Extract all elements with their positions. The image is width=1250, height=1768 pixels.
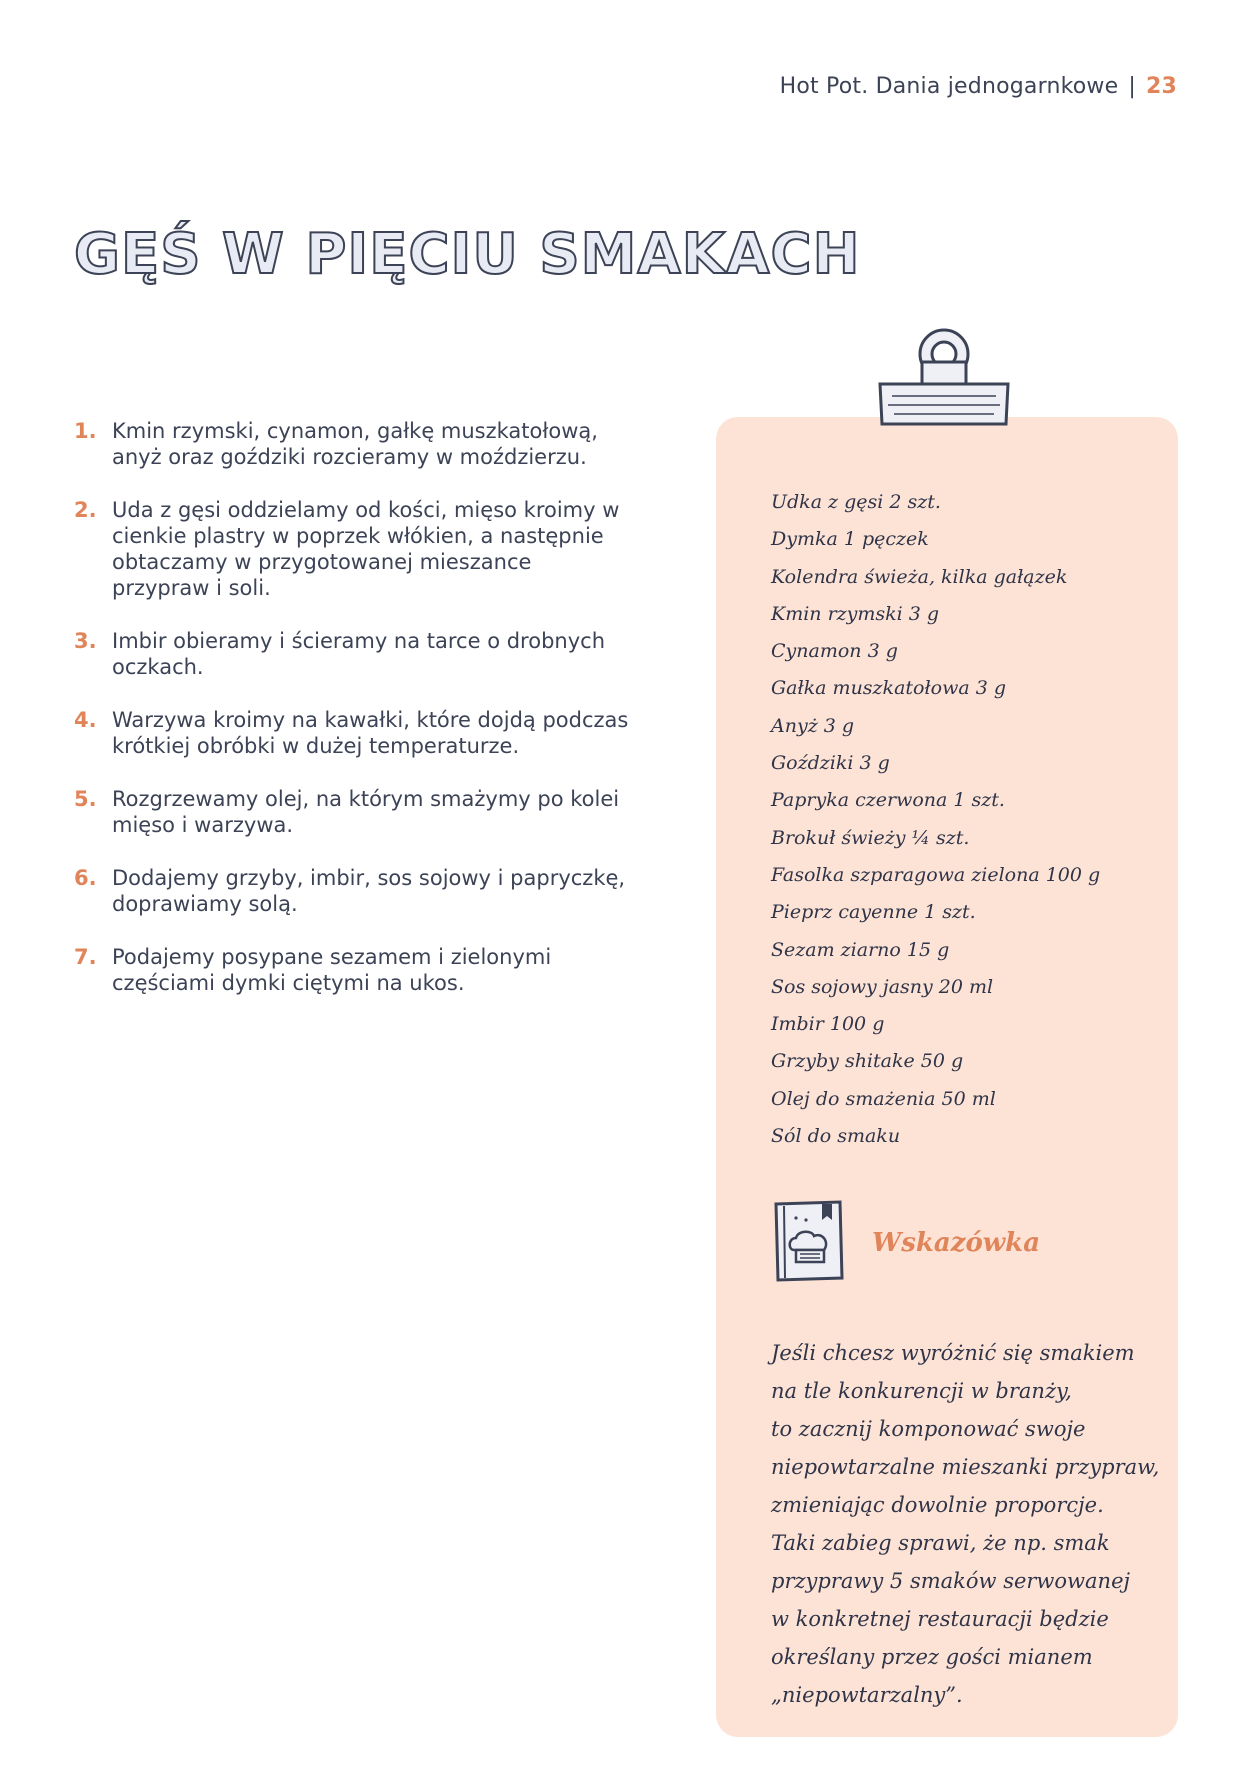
ingredient-item: Sos sojowy jasny 20 ml bbox=[771, 975, 994, 998]
tip-line: „niepowtarzalny”. bbox=[771, 1683, 963, 1707]
step-item bbox=[74, 944, 634, 996]
tip-line: na tle konkurencji w branży, bbox=[771, 1379, 1072, 1403]
ingredient-item: Brokuł świeży ¼ szt. bbox=[771, 826, 970, 849]
ingredient-item: Sezam ziarno 15 g bbox=[771, 938, 950, 961]
ingredient-item: Anyż 3 g bbox=[771, 714, 855, 737]
ingredient-item: Imbir 100 g bbox=[771, 1013, 885, 1036]
ingredient-item: Fasolka szparagowa zielona 100 g bbox=[771, 863, 1101, 886]
step-text: Uda z gęsi oddzielamy od kości, mięso kroimy w cienkie plastry w poprzek włókien, a następnie obtaczamy w przygotowanej mieszance przypraw i soli. bbox=[112, 498, 620, 600]
tip-line: w konkretnej restauracji będzie bbox=[771, 1607, 1109, 1631]
step-number: 6. bbox=[74, 866, 97, 890]
ingredient-item: Olej do smażenia 50 ml bbox=[771, 1087, 996, 1110]
ingredient-item: Sól do smaku bbox=[771, 1125, 901, 1148]
tip-line: określany przez gości mianem bbox=[771, 1645, 1093, 1669]
ingredient-item: Cynamon 3 g bbox=[771, 640, 898, 663]
tip-line: przyprawy 5 smaków serwowanej bbox=[771, 1569, 1131, 1593]
ingredient-item: Grzyby shitake 50 g bbox=[771, 1050, 964, 1073]
ingredient-item: Goździki 3 g bbox=[771, 752, 890, 775]
step-text: Podajemy posypane sezamem i zielonymi częściami dymki ciętymi na ukos. bbox=[112, 945, 552, 995]
page-number: 23 bbox=[1145, 74, 1177, 99]
step-number: 4. bbox=[74, 708, 97, 732]
step-item bbox=[74, 418, 634, 470]
step-item bbox=[74, 786, 634, 838]
ingredient-item: Kolendra świeża, kilka gałązek bbox=[771, 565, 1068, 588]
chef-book-icon bbox=[770, 1198, 850, 1286]
step-text: Imbir obieramy i ścieramy na tarce o drobnych oczkach. bbox=[112, 629, 605, 679]
tip-line: Taki zabieg sprawi, że np. smak bbox=[771, 1531, 1110, 1555]
ingredient-item: Gałka muszkatołowa 3 g bbox=[771, 677, 1006, 700]
step-number: 7. bbox=[74, 945, 97, 969]
tip-line: to zacznij komponować swoje bbox=[771, 1417, 1086, 1441]
ingredient-item: Kmin rzymski 3 g bbox=[771, 602, 940, 625]
page-header bbox=[780, 74, 1177, 99]
recipe-title: GĘŚ W PIĘCIU SMAKACH bbox=[74, 222, 861, 287]
ingredient-item: Udka z gęsi 2 szt. bbox=[771, 491, 941, 513]
header-title: Hot Pot. Dania jednogarnkowe bbox=[779, 74, 1119, 99]
step-item bbox=[74, 707, 634, 759]
step-number: 2. bbox=[74, 498, 97, 522]
step-number: 5. bbox=[74, 787, 97, 811]
ingredient-item: Papryka czerwona 1 szt. bbox=[771, 789, 1005, 812]
step-text: Rozgrzewamy olej, na którym smażymy po kolei mięso i warzywa. bbox=[112, 787, 620, 837]
tip-line: zmieniając dowolnie proporcje. bbox=[771, 1493, 1104, 1517]
ingredient-item: Dymka 1 pęczek bbox=[771, 528, 929, 551]
step-text: Kmin rzymski, cynamon, gałkę muszkatołową, anyż oraz goździki rozcieramy w moździerzu. bbox=[112, 419, 598, 469]
ingredients-list bbox=[771, 484, 1100, 1155]
tip-line: Jeśli chcesz wyróżnić się smakiem bbox=[771, 1341, 1135, 1365]
header-separator: | bbox=[1128, 74, 1136, 99]
step-number: 3. bbox=[74, 629, 97, 653]
step-text: Warzywa kroimy na kawałki, które dojdą podczas krótkiej obróbki w dużej temperaturze. bbox=[112, 708, 629, 758]
step-item bbox=[74, 865, 634, 917]
ingredient-item: Pieprz cayenne 1 szt. bbox=[771, 901, 976, 924]
step-item bbox=[74, 497, 634, 601]
tip-line: niepowtarzalne mieszanki przypraw, bbox=[771, 1455, 1160, 1479]
step-number: 1. bbox=[74, 419, 97, 443]
tip-text bbox=[771, 1334, 1171, 1714]
tip-title: Wskazówka bbox=[872, 1228, 1041, 1258]
clipboard-clip-icon bbox=[876, 326, 1012, 430]
step-item bbox=[74, 628, 634, 680]
step-text: Dodajemy grzyby, imbir, sos sojowy i papryczkę, doprawiamy solą. bbox=[112, 866, 626, 916]
steps-list bbox=[74, 418, 634, 1023]
